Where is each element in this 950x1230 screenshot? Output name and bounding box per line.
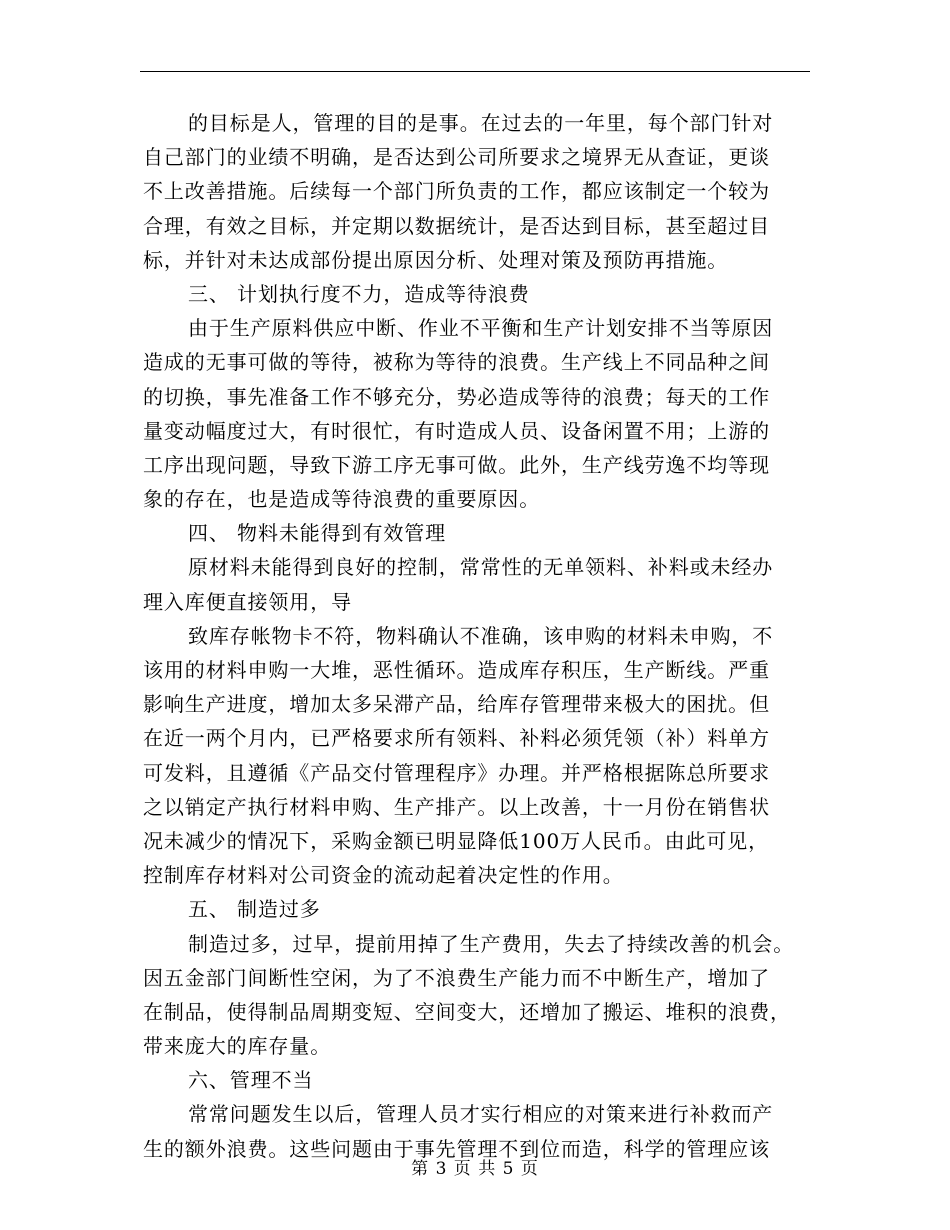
document-body (143, 106, 813, 1166)
text-line: 的切换，事先准备工作不够充分，势必造成等待的浪费；每天的工作 (143, 384, 770, 409)
text-line: 理入库便直接领用，导 (143, 589, 352, 614)
text-line: 常常问题发生以后，管理人员才实行相应的对策来进行补救而产 (188, 1102, 774, 1127)
header-rule (140, 71, 810, 72)
text-line: 况未减少的情况下，采购金额已明显降低100万人民币。由此可见， (143, 828, 770, 853)
text-line: 四、 物料未能得到有效管理 (188, 521, 447, 546)
text-line: 带来庞大的库存量。 (143, 1034, 332, 1059)
text-line: 制造过多，过早，提前用掉了生产费用，失去了持续改善的机会。 (188, 931, 795, 956)
text-line: 在制品，使得制品周期变短、空间变大，还增加了搬运、堆积的浪费， (143, 999, 791, 1024)
text-line: 象的存在，也是造成等待浪费的重要原因。 (143, 487, 541, 512)
text-line: 该用的材料申购一大堆，恶性循环。造成库存积压，生产断线。严重 (143, 658, 770, 682)
text-line: 自己部门的业绩不明确，是否达到公司所要求之境界无从查证，更谈 (143, 145, 770, 170)
page-footer: 第 3 页 共 5 页 (411, 1159, 539, 1179)
text-line: 可发料，且遵循《产品交付管理程序》办理。并严格根据陈总所要求 (143, 760, 770, 785)
text-line: 的目标是人，管理的目的是事。在过去的一年里，每个部门针对 (188, 111, 774, 135)
text-line: 影响生产进度，增加太多呆滞产品，给库存管理带来极大的困扰。但 (143, 692, 770, 717)
text-line: 三、 计划执行度不力，造成等待浪费 (188, 281, 530, 306)
text-line: 因五金部门间断性空闲，为了不浪费生产能力而不中断生产，增加了 (143, 965, 770, 990)
text-line: 控制库存材料对公司资金的流动起着决定性的作用。 (143, 863, 624, 888)
text-line: 造成的无事可做的等待，被称为等待的浪费。生产线上不同品种之间 (143, 350, 770, 375)
text-line: 由于生产原料供应中断、作业不平衡和生产计划安排不当等原因 (188, 316, 774, 341)
text-line: 标，并针对未达成部份提出原因分析、处理对策及预防再措施。 (143, 247, 729, 272)
text-line: 致库存帐物卡不符，物料确认不准确，该申购的材料未申购，不 (188, 623, 774, 648)
text-line: 不上改善措施。后续每一个部门所负责的工作，都应该制定一个较为 (143, 179, 770, 204)
text-line: 原材料未能得到良好的控制，常常性的无单领料、补料或未经办 (188, 555, 774, 580)
text-line: 五、 制造过多 (188, 897, 321, 922)
text-line: 合理，有效之目标，并定期以数据统计，是否达到目标，甚至超过目 (143, 213, 770, 238)
text-line: 生的额外浪费。这些问题由于事先管理不到位而造，科学的管理应该 (143, 1136, 770, 1161)
text-line: 六、管理不当 (188, 1068, 314, 1093)
text-line: 量变动幅度过大，有时很忙，有时造成人员、设备闲置不用；上游的 (143, 418, 770, 443)
text-line: 之以销定产执行材料申购、生产排产。以上改善，十一月份在销售状 (143, 794, 770, 819)
text-line: 在近一两个月内，已严格要求所有领料、补料必须凭领（补）料单方 (143, 726, 770, 751)
text-line: 工序出现问题，导致下游工序无事可做。此外，生产线劳逸不均等现 (143, 452, 770, 477)
